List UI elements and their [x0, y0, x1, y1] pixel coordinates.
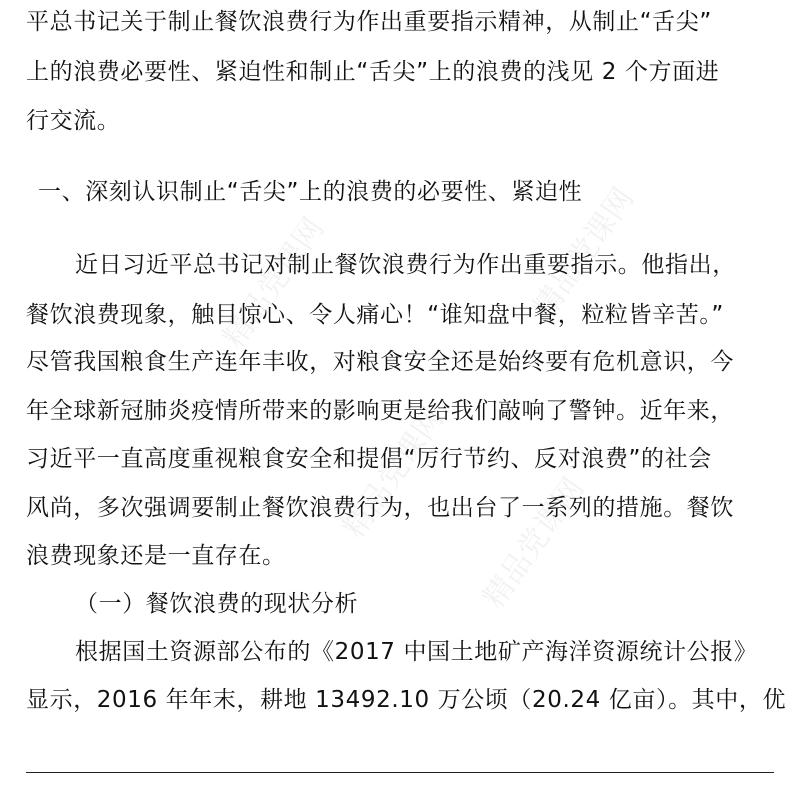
body-line-13: 根据国土资源部公布的《2017 中国土地矿产海洋资源统计公报》 — [75, 639, 758, 665]
footer-rule — [26, 772, 774, 773]
watermark-3: 精品党课网 — [336, 401, 452, 545]
body-line-6: 餐饮浪费现象，触目惊心、令人痛心！“谁知盘中餐，粒粒皆辛苦。” — [26, 302, 724, 328]
body-line-3: 行交流。 — [26, 108, 121, 134]
body-line-2: 上的浪费必要性、紧迫性和制止“舌尖”上的浪费的浅见 2 个方面进 — [26, 59, 720, 85]
body-line-7: 尽管我国粮食生产连年丰收，对粮食安全还是始终要有危机意识，今 — [26, 349, 734, 375]
body-line-9: 习近平一直高度重视粮食安全和提倡“厉行节约、反对浪费”的社会 — [26, 446, 712, 472]
body-line-10: 风尚，多次强调要制止餐饮浪费行为，也出台了一系列的措施。餐饮 — [26, 495, 734, 521]
body-line-14: 显示，2016 年年末，耕地 13492.10 万公顷（20.24 亿亩）。其中，优 — [26, 687, 787, 713]
watermark-2: 精品党课网 — [526, 181, 642, 325]
body-line-1: 平总书记关于制止餐饮浪费行为作出重要指示精神，从制止“舌尖” — [26, 9, 712, 35]
subsection-heading: （一）餐饮浪费的现状分析 — [75, 591, 359, 617]
body-line-11: 浪费现象还是一直存在。 — [26, 543, 286, 569]
body-line-5: 近日习近平总书记对制止餐饮浪费行为作出重要指示。他指出， — [75, 252, 736, 278]
body-line-8: 年全球新冠肺炎疫情所带来的影响更是给我们敲响了警钟。近年来， — [26, 398, 734, 424]
watermark-4: 精品党课网 — [476, 471, 592, 615]
watermark-1: 精品党课网 — [216, 211, 332, 355]
section-heading: 一、深刻认识制止“舌尖”上的浪费的必要性、紧迫性 — [38, 179, 583, 205]
